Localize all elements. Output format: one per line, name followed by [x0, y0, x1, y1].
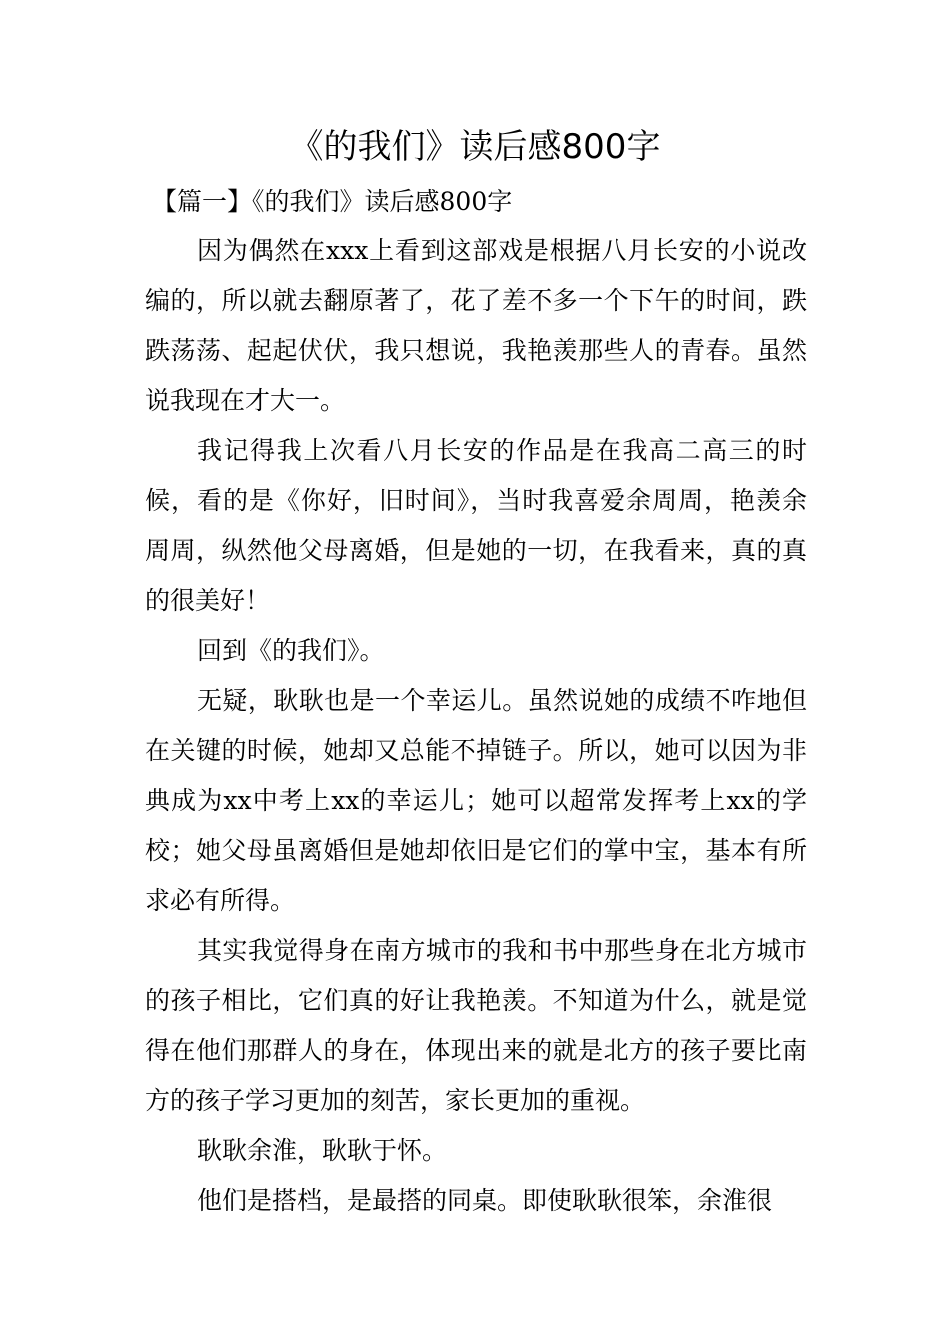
paragraph-5: 其实我觉得身在南方城市的我和书中那些身在北方城市的孩子相比，它们真的好让我艳羡。不知道为什么，就是觉得在他们那群人的身在，体现出来的就是北方的孩子要比南方的孩子学习更加的刻苦，家长更加的重视。 [145, 936, 807, 1115]
document-body [145, 178, 807, 1226]
paragraph-1: 因为偶然在xxx上看到这部戏是根据八月长安的小说改编的，所以就去翻原著了，花了差不多一个下午的时间，跌跌荡荡、起起伏伏，我只想说，我艳羡那些人的青春。虽然说我现在才大一。 [145, 236, 807, 415]
paragraph-7: 他们是搭档，是最搭的同桌。即使耿耿很笨，余淮很 [197, 1186, 773, 1215]
paragraph-3: 回到《的我们》。 [197, 636, 385, 665]
paragraph-2: 我记得我上次看八月长安的作品是在我高二高三的时候，看的是《你好，旧时间》，当时我喜爱余周周，艳羡余周周，纵然他父母离婚，但是她的一切，在我看来，真的真的很美好！ [145, 436, 807, 615]
document-title: 《的我们》读后感800字 [289, 127, 661, 167]
paragraph-6: 耿耿余淮，耿耿于怀。 [197, 1136, 448, 1165]
paragraph-4: 无疑，耿耿也是一个幸运儿。虽然说她的成绩不咋地但在关键的时候，她却又总能不掉链子。所以，她可以因为非典成为xx中考上xx的幸运儿；她可以超常发挥考上xx的学校；她父母虽离婚但是她却依旧是它们的掌中宝，基本有所求必有所得。 [145, 686, 807, 915]
section-heading: 【篇一】《的我们》读后感800字 [152, 187, 513, 216]
